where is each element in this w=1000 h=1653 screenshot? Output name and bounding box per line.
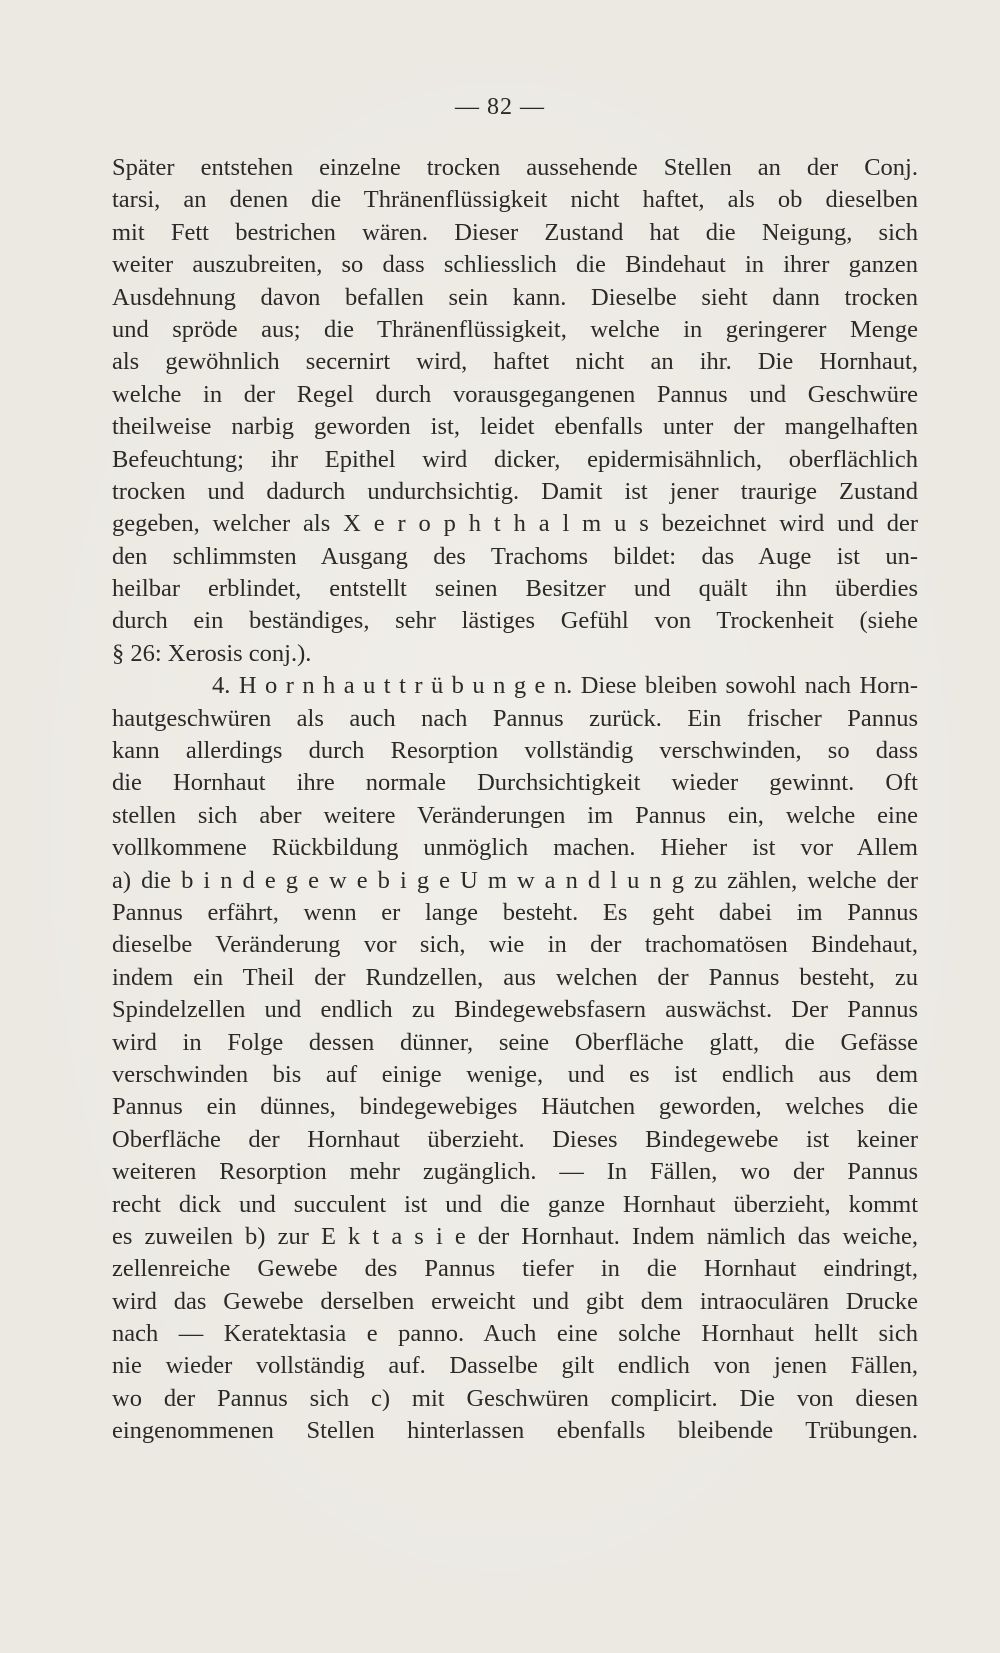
text-line: vollkommene Rückbildung unmöglich machen. Hieher ist vor Allem [112, 834, 918, 862]
text-line: kann allerdings durch Resorption vollständig verschwinden, so dass [112, 737, 918, 765]
text-line: nie wieder vollständig auf. Dasselbe gilt endlich von jenen Fällen, [112, 1352, 918, 1380]
text-line: § 26: Xerosis conj.). [112, 639, 312, 667]
text-line: Ausdehnung davon befallen sein kann. Dieselbe sieht dann trocken [112, 283, 918, 311]
text-line: stellen sich aber weitere Veränderungen im Pannus ein, welche eine [112, 801, 918, 829]
page-number: — 82 — [455, 94, 545, 120]
text-line: wird in Folge dessen dünner, seine Oberfläche glatt, die Gefässe [112, 1028, 918, 1056]
text-line: welche in der Regel durch vorausgegangenen Pannus und Geschwüre [112, 380, 918, 408]
text-line: durch ein beständiges, sehr lästiges Gefühl von Trockenheit (siehe [112, 607, 918, 635]
text-line: eingenommenen Stellen hinterlassen ebenfalls bleibende Trübungen. [112, 1417, 918, 1445]
text-line: Befeuchtung; ihr Epithel wird dicker, epidermisähnlich, oberflächlich [112, 445, 918, 473]
text-line: als gewöhnlich secernirt wird, haftet nicht an ihr. Die Hornhaut, [112, 348, 918, 376]
text-line: a) die b i n d e g e w e b i g e U m w a n d l u n g zu zählen, welche der [112, 866, 918, 894]
text-line: Spindelzellen und endlich zu Bindegewebsfasern auswächst. Der Pannus [112, 996, 918, 1024]
text-line: nach — Keratektasia e panno. Auch eine solche Hornhaut hellt sich [112, 1320, 918, 1348]
text-line: Später entstehen einzelne trocken aussehende Stellen an der Conj. [112, 154, 918, 181]
text-line: weiter auszubreiten, so dass schliesslich die Bindehaut in ihrer ganzen [112, 251, 918, 279]
text-line: heilbar erblindet, entstellt seinen Besitzer und quält ihn überdies [112, 575, 918, 603]
text-line: und spröde aus; die Thränenflüssigkeit, welche in geringerer Menge [112, 315, 918, 343]
text-line: es zuweilen b) zur E k t a s i e der Hornhaut. Indem nämlich das weiche, [112, 1222, 918, 1250]
text-line: weiteren Resorption mehr zugänglich. — In Fällen, wo der Pannus [112, 1158, 918, 1186]
text-line: wird das Gewebe derselben erweicht und gibt dem intraoculären Drucke [112, 1287, 918, 1315]
text-line: Pannus erfährt, wenn er lange besteht. Es geht dabei im Pannus [112, 898, 918, 926]
text-line: die Hornhaut ihre normale Durchsichtigkeit wieder gewinnt. Oft [112, 769, 918, 797]
text-line: den schlimmsten Ausgang des Trachoms bildet: das Auge ist un- [112, 542, 918, 570]
body-text [112, 152, 918, 1448]
text-line: verschwinden bis auf einige wenige, und es ist endlich aus dem [112, 1060, 918, 1088]
paragraph-start-line: 4. H o r n h a u t t r ü b u n g e n. Diese bleiben sowohl nach Horn- [212, 672, 918, 700]
text-line: gegeben, welcher als X e r o p h t h a l m u s bezeichnet wird und der [112, 510, 918, 538]
text-line: wo der Pannus sich c) mit Geschwüren complicirt. Die von diesen [112, 1384, 918, 1412]
text-line: tarsi, an denen die Thränenflüssigkeit nicht haftet, als ob dieselben [112, 186, 918, 214]
text-line: Pannus ein dünnes, bindegewebiges Häutchen geworden, welches die [112, 1093, 918, 1121]
text-line: Oberfläche der Hornhaut überzieht. Dieses Bindegewebe ist keiner [112, 1125, 918, 1153]
text-line: indem ein Theil der Rundzellen, aus welchen der Pannus besteht, zu [112, 963, 918, 991]
text-line: hautgeschwüren als auch nach Pannus zurück. Ein frischer Pannus [112, 704, 918, 732]
text-line: theilweise narbig geworden ist, leidet ebenfalls unter der mangelhaften [112, 413, 918, 441]
text-line: mit Fett bestrichen wären. Dieser Zustand hat die Neigung, sich [112, 218, 918, 246]
text-line: dieselbe Veränderung vor sich, wie in der trachomatösen Bindehaut, [112, 931, 918, 959]
text-line: zellenreiche Gewebe des Pannus tiefer in die Hornhaut eindringt, [112, 1255, 918, 1283]
text-line: recht dick und succulent ist und die ganze Hornhaut überzieht, kommt [112, 1190, 918, 1218]
text-line: trocken und dadurch undurchsichtig. Damit ist jener traurige Zustand [112, 477, 918, 505]
